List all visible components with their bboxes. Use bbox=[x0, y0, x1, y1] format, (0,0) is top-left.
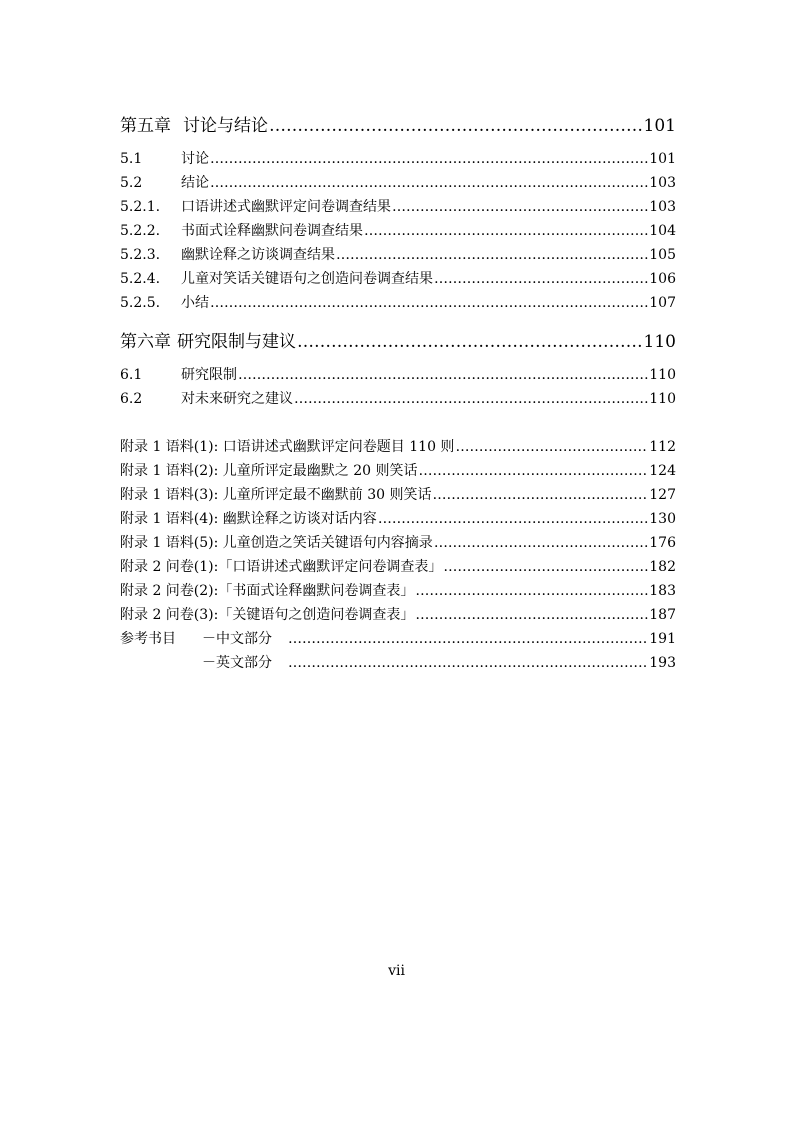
leader-dots bbox=[392, 199, 648, 215]
page-number: 176 bbox=[649, 535, 676, 551]
page-number: 112 bbox=[649, 439, 676, 455]
appendix-title: 附录 2 问卷(1):「口语讲述式幽默评定问卷调查表」 bbox=[120, 559, 443, 575]
leader-dots bbox=[378, 511, 648, 527]
section-number: 5.2.2. bbox=[120, 223, 161, 239]
toc-entry bbox=[120, 172, 676, 192]
page-number: 106 bbox=[649, 271, 676, 287]
section-title: 幽默诠释之访谈调查结果 bbox=[181, 247, 335, 263]
toc-appendix bbox=[120, 460, 676, 480]
appendix-title: 附录 1 语料(1): 口语讲述式幽默评定问卷题目 110 则 bbox=[120, 439, 455, 455]
section-number: 6.2 bbox=[120, 391, 143, 407]
appendix-title: 附录 1 语料(2): 儿童所评定最幽默之 20 则笑话 bbox=[120, 463, 418, 479]
appendix-title: 附录 2 问卷(3):「关键语句之创造问卷调查表」 bbox=[120, 607, 415, 623]
page-number: 110 bbox=[649, 367, 676, 383]
leader-dots bbox=[288, 655, 648, 671]
section-number: 5.2.4. bbox=[120, 271, 161, 287]
page-folio: vii bbox=[388, 963, 405, 979]
appendix-title: 附录 1 语料(4): 幽默诠释之访谈对话内容 bbox=[120, 511, 377, 527]
page-number: 130 bbox=[649, 511, 676, 527]
page-number: 103 bbox=[649, 199, 676, 215]
page-number: 124 bbox=[649, 463, 676, 479]
leader-dots bbox=[415, 607, 648, 623]
page-number: 187 bbox=[649, 607, 676, 623]
section-number: 5.2.3. bbox=[120, 247, 161, 263]
toc-entry bbox=[120, 244, 676, 264]
section-number: 5.1 bbox=[120, 151, 143, 167]
toc-entry bbox=[120, 292, 676, 312]
appendix-title: 附录 2 问卷(2):「书面式诠释幽默问卷调查表」 bbox=[120, 583, 415, 599]
leader-dots bbox=[336, 247, 648, 263]
section-title: 小结 bbox=[181, 295, 209, 311]
section-title: 儿童对笑话关键语句之创造问卷调查结果 bbox=[181, 271, 433, 287]
section-title: 对未来研究之建议 bbox=[181, 391, 293, 407]
toc-entry bbox=[120, 220, 676, 240]
leader-dots bbox=[434, 535, 648, 551]
section-title: 口语讲述式幽默评定问卷调查结果 bbox=[181, 199, 391, 215]
page-number: 105 bbox=[649, 247, 676, 263]
leader-dots bbox=[210, 295, 648, 311]
toc-appendix bbox=[120, 484, 676, 504]
leader-dots bbox=[297, 332, 643, 352]
leader-dots bbox=[210, 151, 648, 167]
leader-dots bbox=[288, 631, 648, 647]
toc-references-english bbox=[120, 652, 676, 672]
leader-dots bbox=[210, 175, 648, 191]
section-number: 5.2 bbox=[120, 175, 143, 191]
toc-appendix bbox=[120, 556, 676, 576]
page-number: 127 bbox=[649, 487, 676, 503]
toc-chapter-6 bbox=[120, 327, 676, 352]
page-number: 103 bbox=[649, 175, 676, 191]
page-number: 183 bbox=[649, 583, 676, 599]
toc-entry bbox=[120, 388, 676, 408]
toc-appendix bbox=[120, 580, 676, 600]
leader-dots bbox=[419, 463, 649, 479]
chapter-label: 第六章 bbox=[120, 332, 171, 352]
appendix-title: 附录 1 语料(3): 儿童所评定最不幽默前 30 则笑话 bbox=[120, 487, 432, 503]
chapter-title: 研究限制与建议 bbox=[177, 332, 296, 352]
toc-entry bbox=[120, 196, 676, 216]
chapter-label: 第五章 bbox=[120, 116, 171, 136]
toc-entry bbox=[120, 364, 676, 384]
section-title: 结论 bbox=[181, 175, 209, 191]
chapter-title: 讨论与结论 bbox=[183, 116, 268, 136]
section-number: 6.1 bbox=[120, 367, 143, 383]
leader-dots bbox=[455, 439, 648, 455]
toc-entry bbox=[120, 148, 676, 168]
leader-dots bbox=[415, 583, 648, 599]
toc-chapter-5 bbox=[120, 111, 676, 136]
toc-references-chinese bbox=[120, 628, 676, 648]
leader-dots bbox=[238, 367, 648, 383]
leader-dots bbox=[443, 559, 648, 575]
leader-dots bbox=[433, 487, 649, 503]
section-title: 研究限制 bbox=[181, 367, 237, 383]
toc-appendix bbox=[120, 604, 676, 624]
page-number: 101 bbox=[649, 151, 676, 167]
section-number: 5.2.1. bbox=[120, 199, 161, 215]
section-title: 书面式诠释幽默问卷调查结果 bbox=[181, 223, 363, 239]
toc-appendix bbox=[120, 436, 676, 456]
page-number: 104 bbox=[649, 223, 676, 239]
page-number: 191 bbox=[649, 631, 676, 647]
leader-dots bbox=[269, 116, 643, 136]
references-label: 参考书目 bbox=[120, 631, 176, 647]
page-number: 193 bbox=[649, 655, 676, 671]
section-number: 5.2.5. bbox=[120, 295, 161, 311]
page-number: 107 bbox=[649, 295, 676, 311]
leader-dots bbox=[364, 223, 648, 239]
references-subtitle: －英文部分 bbox=[202, 655, 272, 671]
leader-dots bbox=[434, 271, 648, 287]
toc-appendix bbox=[120, 508, 676, 528]
toc-appendix bbox=[120, 532, 676, 552]
page-number: 101 bbox=[643, 116, 676, 136]
references-subtitle: －中文部分 bbox=[202, 631, 272, 647]
toc-entry bbox=[120, 268, 676, 288]
page-number: 110 bbox=[649, 391, 676, 407]
page-number: 182 bbox=[649, 559, 676, 575]
appendix-title: 附录 1 语料(5): 儿童创造之笑话关键语句内容摘录 bbox=[120, 535, 433, 551]
page-number: 110 bbox=[643, 332, 676, 352]
section-title: 讨论 bbox=[181, 151, 209, 167]
leader-dots bbox=[294, 391, 648, 407]
